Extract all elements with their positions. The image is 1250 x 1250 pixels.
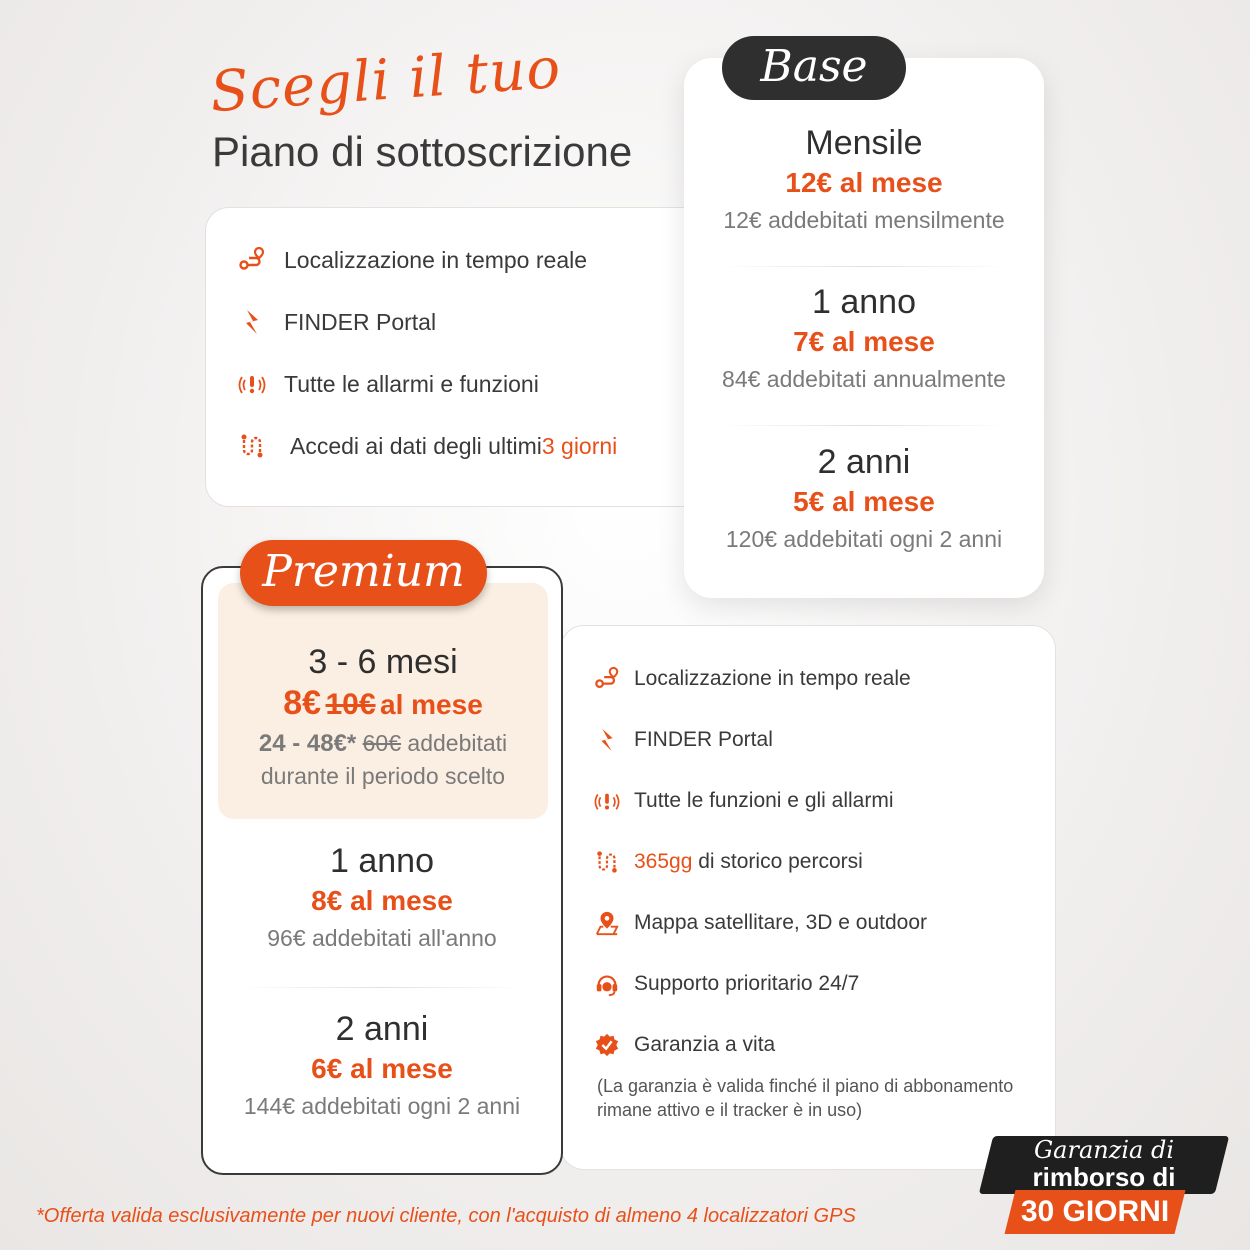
- alarm-signal-icon: [238, 370, 266, 398]
- finder-logo-icon: [594, 727, 620, 753]
- feature-text: Garanzia a vita: [634, 1033, 776, 1056]
- price-old: 10€: [325, 688, 376, 721]
- premium-feature-row: [594, 971, 859, 997]
- divider: [240, 987, 525, 988]
- premium-plan-2-years[interactable]: [201, 1010, 563, 1120]
- premium-plan-1-year[interactable]: [201, 842, 563, 952]
- price-suffix: al mese: [380, 689, 483, 720]
- premium-feature-row: [594, 910, 927, 936]
- heading-script: Scegli il tuo: [208, 35, 564, 126]
- base-plan-2-years[interactable]: [684, 443, 1044, 553]
- base-feature-row: [238, 370, 539, 398]
- base-plan-1-year[interactable]: [684, 283, 1044, 393]
- footer-disclaimer: *Offerta valida esclusivamente per nuovi cliente, con l'acquisto di almeno 4 localizzatori GPS: [36, 1205, 856, 1227]
- plan-price: [218, 684, 548, 723]
- premium-feature-row: [594, 666, 911, 692]
- divider: [720, 266, 1010, 267]
- plan-price: 12€ al mese: [785, 167, 943, 198]
- plan-price: 8€ al mese: [311, 885, 453, 916]
- plan-name: 2 anni: [335, 1010, 429, 1048]
- plan-name: 1 anno: [330, 842, 434, 880]
- route-pin-icon: [594, 666, 620, 692]
- finder-logo-icon: [238, 308, 266, 336]
- plan-name: 3 - 6 mesi: [308, 643, 458, 681]
- history-path-icon: [238, 432, 266, 460]
- feature-text: FINDER Portal: [634, 728, 773, 751]
- feature-text: Localizzazione in tempo reale: [634, 667, 911, 690]
- plan-price: 7€ al mese: [793, 326, 935, 357]
- plan-name: 2 anni: [817, 443, 911, 481]
- base-plan-monthly[interactable]: [684, 124, 1044, 234]
- refund-guarantee-badge: [986, 1136, 1222, 1236]
- plan-price: 5€ al mese: [793, 486, 935, 517]
- premium-tab: Premium: [240, 540, 487, 606]
- base-feature-row: [238, 432, 617, 460]
- map-pin-icon: [594, 910, 620, 936]
- warranty-note: (La garanzia è valida finché il piano di abbonamento rimane attivo e il tracker è in uso): [597, 1076, 1014, 1120]
- plan-note: 144€ addebitati ogni 2 anni: [243, 1093, 521, 1119]
- premium-feature-row: [594, 788, 894, 814]
- feature-text: FINDER Portal: [284, 308, 437, 335]
- feature-text: Tutte le funzioni e gli allarmi: [634, 789, 894, 812]
- feature-text: Supporto prioritario 24/7: [634, 972, 860, 995]
- feature-highlight: 3 giorni: [541, 432, 618, 459]
- plan-note: 120€ addebitati ogni 2 anni: [725, 526, 1003, 552]
- premium-feature-row: [594, 727, 773, 753]
- note-suffix: addebitati: [407, 730, 508, 756]
- price-new: 8€: [283, 684, 322, 722]
- base-feature-row: [238, 308, 436, 336]
- note-line2: durante il periodo scelto: [260, 763, 506, 789]
- warranty-badge-icon: [594, 1032, 620, 1058]
- plan-note: 96€ addebitati all'anno: [267, 925, 497, 951]
- feature-text: Accedi ai dati degli ultimi: [290, 432, 542, 459]
- note-new: 24 - 48€*: [258, 730, 357, 757]
- premium-plan-3-6-months[interactable]: [218, 643, 548, 792]
- plan-name: 1 anno: [812, 283, 916, 321]
- plan-price: 6€ al mese: [311, 1053, 453, 1084]
- feature-text: Tutte le allarmi e funzioni: [284, 370, 539, 397]
- badge-line3: 30 GIORNI: [1020, 1195, 1170, 1228]
- route-pin-icon: [238, 246, 266, 274]
- divider: [720, 425, 1010, 426]
- premium-feature-row: [594, 1032, 775, 1058]
- support-headset-icon: [594, 971, 620, 997]
- alarm-signal-icon: [594, 788, 620, 814]
- plan-name: Mensile: [805, 124, 923, 162]
- badge-line1: Garanzia di: [1033, 1136, 1174, 1164]
- badge-line2: rimborso di: [1032, 1162, 1176, 1192]
- feature-text: Mappa satellitare, 3D e outdoor: [634, 911, 928, 934]
- feature-highlight: 365gg: [634, 850, 693, 873]
- feature-text: Localizzazione in tempo reale: [284, 246, 588, 273]
- base-tab: Base: [722, 36, 906, 100]
- feature-text: di storico percorsi: [692, 850, 863, 873]
- premium-feature-row: [594, 849, 863, 875]
- plan-note: 84€ addebitati annualmente: [722, 366, 1006, 392]
- plan-note: [218, 727, 548, 792]
- history-path-icon: [594, 849, 620, 875]
- base-feature-row: [238, 246, 587, 274]
- note-old: 60€: [362, 730, 402, 756]
- plan-note: 12€ addebitati mensilmente: [723, 207, 1005, 233]
- page-title: Piano di sottoscrizione: [212, 128, 633, 175]
